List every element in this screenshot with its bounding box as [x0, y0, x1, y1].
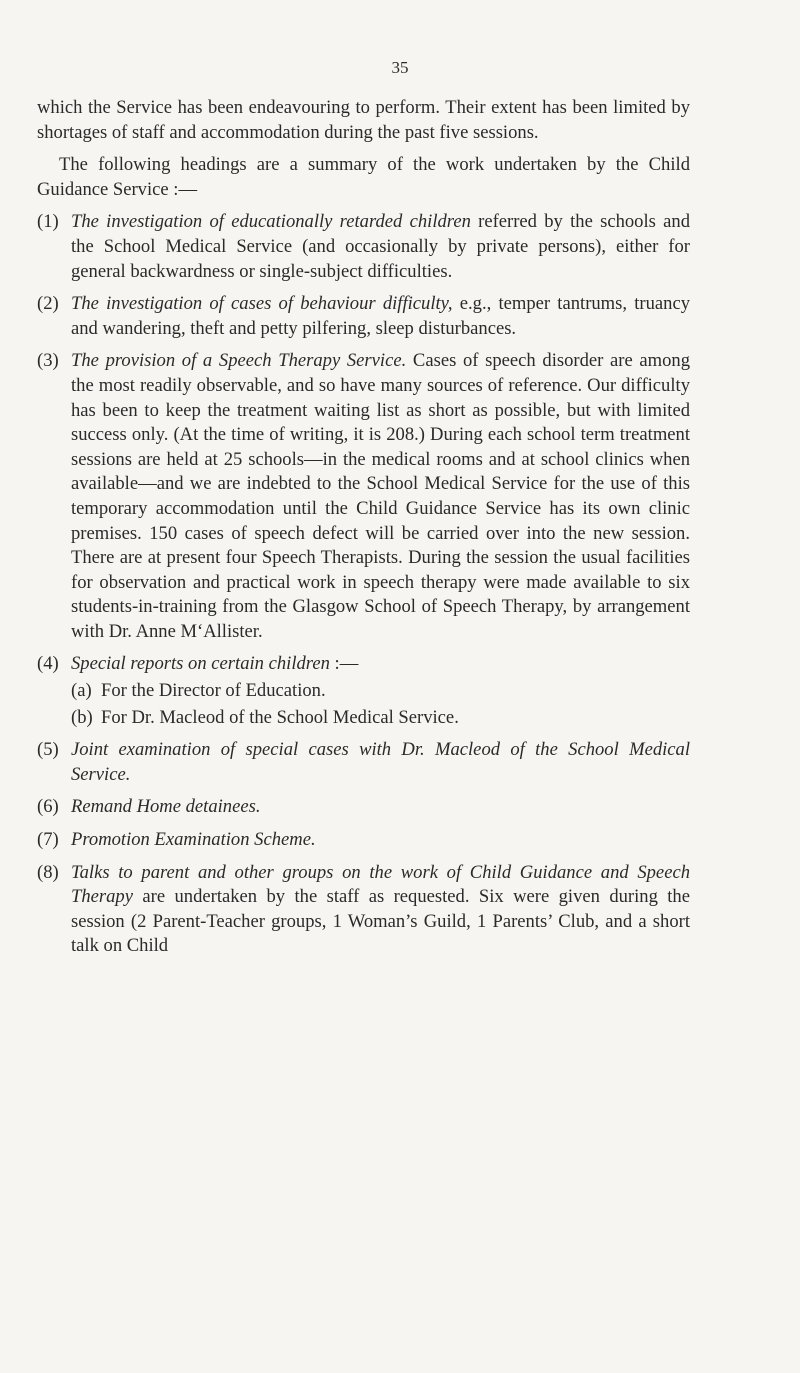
item-heading: The provision of a Speech Therapy Service. — [71, 350, 407, 372]
list-item — [37, 861, 690, 959]
list-item — [37, 210, 690, 284]
list-item — [37, 828, 690, 853]
item-heading: Remand Home detainees. — [71, 796, 261, 818]
item-text: are undertaken by the staff as requested. Six were given during the session (2 Parent-Teacher groups, 1 Woman’s Guild, 1 Parents’ Club, and a short talk on Child — [71, 886, 690, 957]
sub-list-item — [37, 679, 690, 704]
sub-item-text: For the Director of Education. — [101, 680, 326, 702]
sub-list-item — [37, 706, 690, 731]
body-text — [37, 96, 690, 959]
item-heading: Promotion Examination Scheme. — [71, 829, 316, 851]
lead-in-paragraph: The following headings are a summary of the work undertaken by the Child Guidance Service :— — [37, 154, 690, 200]
list-item — [37, 795, 690, 820]
item-number: (8) — [37, 861, 59, 883]
item-heading: The investigation of cases of behaviour difficulty, — [71, 293, 453, 315]
item-heading: Special reports on certain children — [71, 653, 330, 675]
item-text: referred by the schools and the School Medical Service (and occasionally by private persons), either for general backwardness or single-subject difficulties. — [71, 211, 690, 282]
item-heading: Joint examination of special cases with Dr. Macleod of the School Medical Service. — [71, 739, 690, 785]
item-text: e.g., temper tantrums, truancy and wandering, theft and petty pilfering, sleep disturbances. — [71, 293, 690, 339]
sub-item-text: For Dr. Macleod of the School Medical Service. — [101, 706, 459, 728]
list-item — [37, 652, 690, 677]
intro-paragraph: which the Service has been endeavouring to perform. Their extent has been limited by shortages of staff and accommodation during the past five sessions. — [37, 97, 690, 143]
page-number: 35 — [391, 58, 409, 77]
item-text: Cases of speech disorder are among the most readily observable, and so have many sources of reference. Our difficulty has been to keep the treatment waiting list as short as possible, but with limited success only. (At the time of writing, it is 208.) During each school term treatment sessions are held at 25 schools—in the medical rooms and at school clinics when available—and we are indebted to the School Medical Service for the use of this temporary accommodation until the Child Guidance Service has its own clinic premises. 150 cases of speech defect will be carried over into the new session. There are at present four Speech Therapists. During the session the usual facilities for observation and practical work in speech therapy were made available to six students-in-training from the Glasgow School of Speech Therapy, by arrangement with Dr. Anne M‘Allister. — [71, 350, 690, 642]
sub-item-number: (b) — [71, 706, 93, 728]
item-number: (7) — [37, 829, 59, 851]
item-number: (2) — [37, 293, 59, 315]
list-item — [37, 349, 690, 644]
item-text: :— — [329, 653, 359, 675]
list-item — [37, 292, 690, 341]
item-number: (4) — [37, 653, 59, 675]
item-number: (5) — [37, 739, 59, 761]
sub-item-number: (a) — [71, 680, 92, 702]
item-number: (3) — [37, 350, 59, 372]
list-item — [37, 738, 690, 787]
item-heading: Talks to parent and other groups on the work of Child Guidance and Speech Therapy — [71, 861, 690, 908]
item-number: (6) — [37, 796, 59, 818]
item-heading: The investigation of educationally retarded children — [71, 211, 471, 233]
item-number: (1) — [37, 211, 59, 233]
